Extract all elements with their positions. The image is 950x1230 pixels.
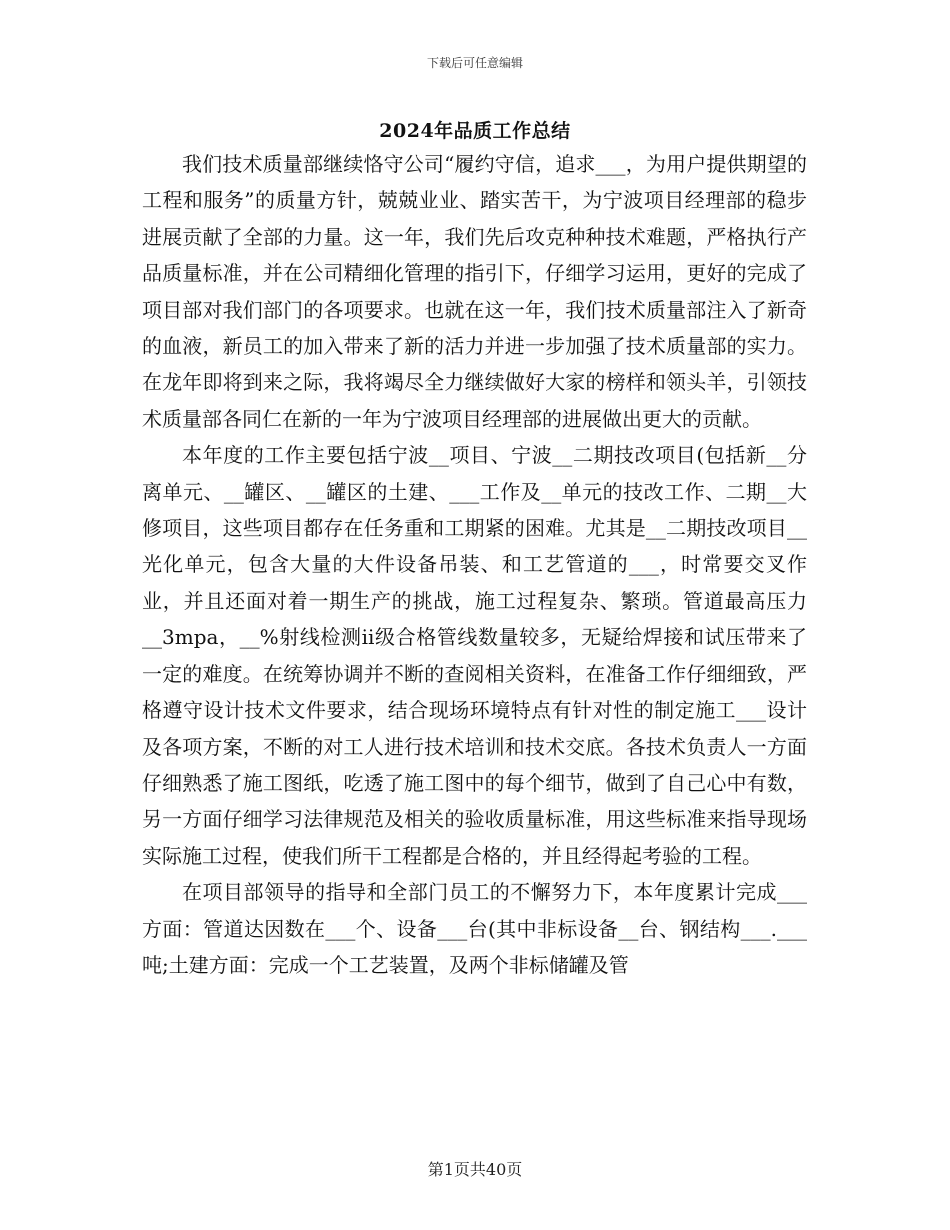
document-title: 2024年品质工作总结 [379,120,571,142]
page-footer: 第1页共40页 [427,1160,523,1179]
document-body [142,146,807,983]
paragraph: 本年度的工作主要包括宁波__项目、宁波__二期技改项目(包括新__分离单元、__罐区、__罐区的土建、___工作及__单元的技改工作、二期__大修项目，这些项目都存在任务重和工期紧的困难。尤其是__二期技改项目__光化单元，包含大量的大件设备吊装、和工艺管道的___，时常要交叉作业，并且还面对着一期生产的挑战，施工过程复杂、繁琐。管道最高压力__3mpa，__%射线检测ii级合格管线数量较多，无疑给焊接和试压带来了一定的难度。在统筹协调并不断的查阅相关资料，在准备工作仔细细致，严格遵守设计技术文件要求，结合现场环境特点有针对性的制定施工___设计及各项方案，不断的对工人进行技术培训和技术交底。各技术负责人一方面仔细熟悉了施工图纸，吃透了施工图中的每个细节，做到了自己心中有数，另一方面仔细学习法律规范及相关的验收质量标准，用这些标准来指导现场实际施工过程，使我们所干工程都是合格的，并且经得起考验的工程。 [142,443,807,868]
header-note: 下载后可任意编辑 [426,56,523,70]
paragraph: 在项目部领导的指导和全部门员工的不懈努力下，本年度累计完成___方面：管道达因数在___个、设备___台(其中非标设备__台、钢结构___.___吨;土建方面：完成一个工艺装置，及两个非标储罐及管 [142,880,807,977]
paragraph: 我们技术质量部继续恪守公司“履约守信，追求___，为用户提供期望的工程和服务”的质量方针，兢兢业业、踏实苦干，为宁波项目经理部的稳步进展贡献了全部的力量。这一年，我们先后攻克种种技术难题，严格执行产品质量标准，并在公司精细化管理的指引下，仔细学习运用，更好的完成了项目部对我们部门的各项要求。也就在这一年，我们技术质量部注入了新奇的血液，新员工的加入带来了新的活力并进一步加强了技术质量部的实力。在龙年即将到来之际，我将竭尽全力继续做好大家的榜样和领头羊，引领技术质量部各同仁在新的一年为宁波项目经理部的进展做出更大的贡献。 [142,152,807,431]
